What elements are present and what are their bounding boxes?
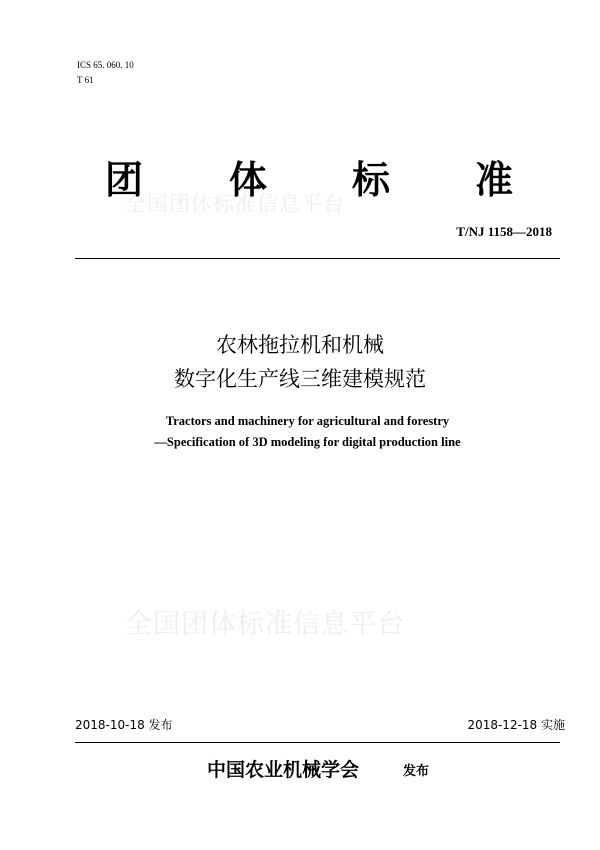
chinese-title-line-2: 数字化生产线三维建模规范 <box>174 367 426 391</box>
english-title-line-2: —Specification of 3D modeling for digital production line <box>154 435 461 449</box>
standard-type-title <box>105 156 535 208</box>
standard-type-char-4: 准 <box>475 158 514 202</box>
ccs-code: T 61 <box>77 75 94 85</box>
publisher-name: 中国农业机械学会 <box>207 759 360 781</box>
issue-date: 2018-10-18 发布 <box>75 718 173 732</box>
top-divider <box>75 258 560 259</box>
bottom-divider <box>75 742 560 743</box>
publish-label: 发布 <box>403 764 430 779</box>
watermark-upper: 全国团体标准信息平台 <box>125 192 345 216</box>
watermark-lower: 全国团体标准信息平台 <box>125 609 405 640</box>
standard-type-char-3: 标 <box>352 158 391 202</box>
standard-type-char-2: 体 <box>229 158 268 202</box>
english-title-line-1: Tractors and machinery for agricultural and forestry <box>165 414 450 428</box>
implementation-date: 2018-12-18 实施 <box>467 718 565 732</box>
ics-code: ICS 65. 060. 10 <box>77 60 134 70</box>
standard-number: T/NJ 1158—2018 <box>456 224 552 239</box>
chinese-title-line-1: 农林拖拉机和机械 <box>216 333 384 357</box>
standard-type-char-1: 团 <box>105 158 144 202</box>
